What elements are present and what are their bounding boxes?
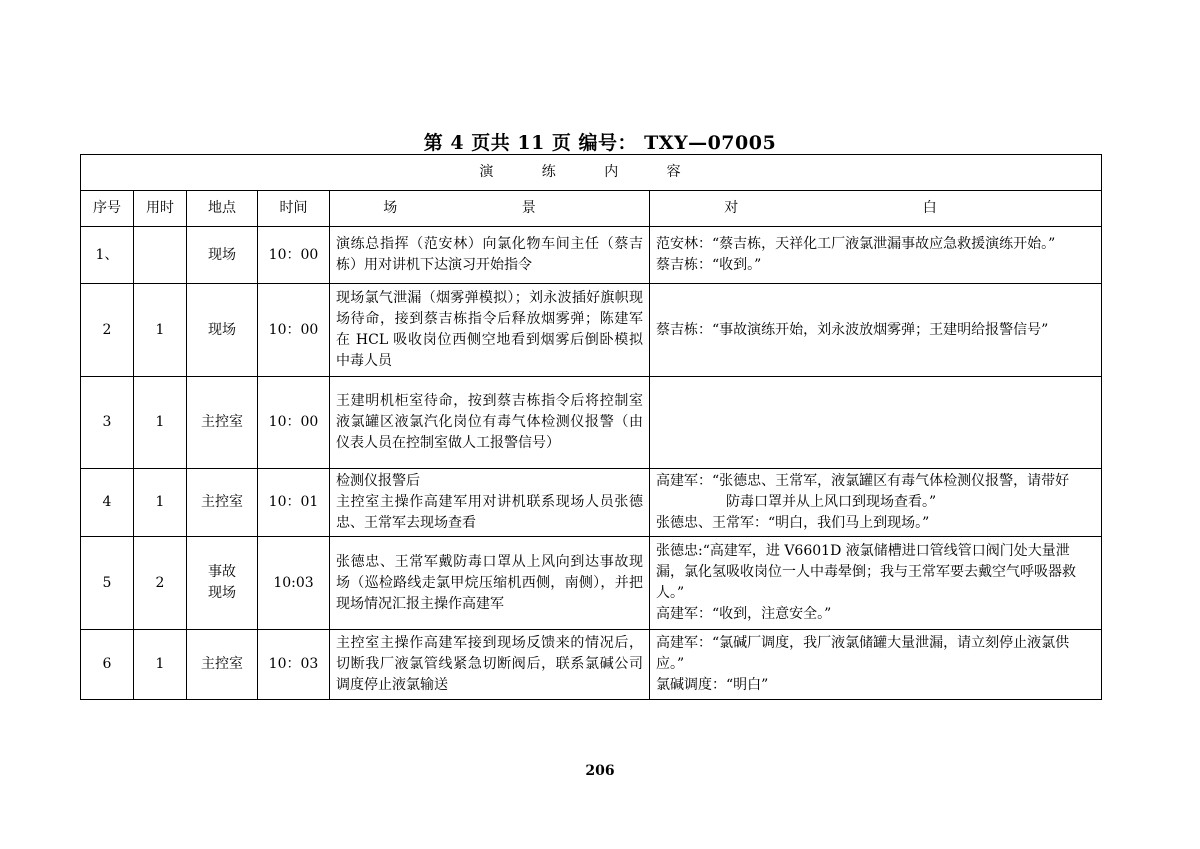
cell-dialog [650,377,1102,469]
dialog-line: 张德忠:“高建军，进 V6601D 液氯储槽进口管线管口阀门处大量泄漏，氯化氢吸收岗位一人中毒晕倒；我与王常军要去戴空气呼吸器救人。” [656,543,1076,601]
col-header-duration: 用时 [134,191,187,227]
cell-duration: 2 [134,537,187,630]
cell-dialog [650,469,1102,537]
cell-location: 现场 [187,227,258,284]
dialog-line: 高建军：“氯碱厂调度，我厂液氯储罐大量泄漏，请立刻停止液氯供应。” [656,635,1070,672]
cell-scene: 主控室主操作高建军接到现场反馈来的情况后，切断我厂液氯管线紧急切断阀后，联系氯碱公司调度停止液氯输送 [330,630,650,700]
cell-location: 现场 [187,284,258,377]
drill-content-table [80,154,1102,700]
table-row [81,377,1102,469]
cell-scene: 现场氯气泄漏（烟雾弹模拟）；刘永波插好旗帜现场待命，接到蔡吉栋指令后释放烟雾弹；陈建军在 HCL 吸收岗位西侧空地看到烟雾后倒卧模拟中毒人员 [330,284,650,377]
cell-time: 10：00 [258,284,330,377]
table-row [81,630,1102,700]
col-header-no: 序号 [81,191,134,227]
cell-no: 4 [81,469,134,537]
cell-location: 事故 现场 [187,537,258,630]
table-title: 演 练 内 容 [81,155,1102,191]
cell-no: 5 [81,537,134,630]
cell-location: 主控室 [187,630,258,700]
cell-no: 1、 [81,227,134,284]
cell-duration: 1 [134,377,187,469]
cell-time: 10：01 [258,469,330,537]
dialog-line: 高建军：“张德忠、王常军，液氯罐区有毒气体检测仪报警，请带好 [656,473,1070,489]
cell-scene: 张德忠、王常军戴防毒口罩从上风向到达事故现场（巡检路线走氯甲烷压缩机西侧，南侧），并把现场情况汇报主操作高建军 [330,537,650,630]
cell-scene: 检测仪报警后 主控室主操作高建军用对讲机联系现场人员张德忠、王常军去现场查看 [330,469,650,537]
cell-dialog [650,537,1102,630]
dialog-line: 蔡吉栋：“事故演练开始，刘永波放烟雾弹；王建明给报警信号” [656,321,1049,338]
dialog-line: 蔡吉栋：“收到。” [656,257,762,273]
cell-dialog [650,284,1102,377]
cell-scene: 演练总指挥（范安林）向氯化物车间主任（蔡吉栋）用对讲机下达演习开始指令 [330,227,650,284]
cell-location: 主控室 [187,377,258,469]
cell-no: 6 [81,630,134,700]
table-row [81,537,1102,630]
cell-time: 10：00 [258,377,330,469]
cell-duration: 1 [134,284,187,377]
dialog-line: 张德忠、王常军：“明白，我们马上到现场。” [656,515,930,531]
cell-time: 10：00 [258,227,330,284]
cell-scene: 王建明机柜室待命，按到蔡吉栋指令后将控制室液氯罐区液氯汽化岗位有毒气体检测仪报警（由仪表人员在控制室做人工报警信号） [330,377,650,469]
table-row [81,227,1102,284]
dialog-line: 范安林：“蔡吉栋，天祥化工厂液氯泄漏事故应急救援演练开始。” [656,236,1056,252]
cell-no: 2 [81,284,134,377]
cell-dialog [650,227,1102,284]
table-row [81,469,1102,537]
col-header-location: 地点 [187,191,258,227]
cell-duration: 1 [134,630,187,700]
col-header-scene: 场 景 [330,191,650,227]
page-header: 第 4 页共 11 页 编号： TXY—07005 [423,132,777,154]
cell-dialog [650,630,1102,700]
cell-location: 主控室 [187,469,258,537]
col-header-time: 时间 [258,191,330,227]
col-header-dialog: 对 白 [650,191,1102,227]
table-row [81,284,1102,377]
cell-duration [134,227,187,284]
dialog-line: 防毒口罩并从上风口到现场查看。” [726,494,937,510]
cell-duration: 1 [134,469,187,537]
cell-no: 3 [81,377,134,469]
page-number: 206 [585,763,615,779]
dialog-line: 氯碱调度：“明白” [656,677,769,693]
dialog-line: 高建军：“收到，注意安全。” [656,606,832,622]
cell-time: 10：03 [258,630,330,700]
cell-time: 10:03 [258,537,330,630]
